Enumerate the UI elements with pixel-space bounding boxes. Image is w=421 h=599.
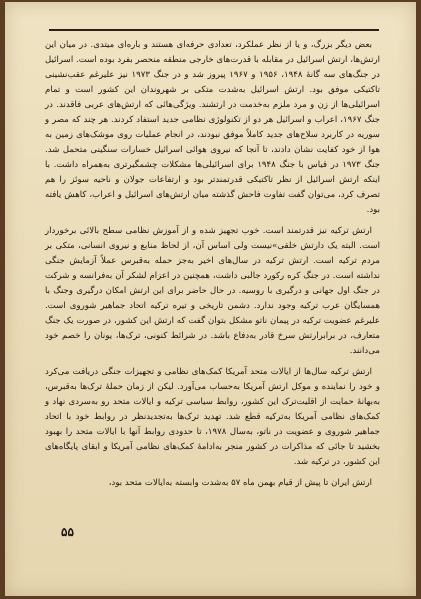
paragraph: ارتش ترکیه سال‌ها از ایالات متحد آمریکا کمک‌های نظامی و تجهیزات جنگی دریافت می‌کرد و خود را نماینده و موکل ارتش آمریکا به‌حساب می‌آورد. لیکن از زمان حملهٔ ترک‌ها به‌قبرس، به‌بهانهٔ حمایت از اقلیت‌ترک این کشور، روابط سیاسی ترکیه و ایالات متحد رو به‌سردی نهاد و کمک‌های نظامی آمریکا به‌ترکیه قطع شد. تهدید ترک‌ها به‌تجدید‌نظر در روابط خود با اتحاد جماهیر شوروی و عضویت در ناتو، به‌سال ۱۹۷۸، تا حدودی روابط آنها با ایالات متحد را بهبود بخشید تا جائی که مذاکرات در کشور منجر به‌ادامهٔ کمک‌های نظامی آمریکا و ابقای پایگاه‌های این کشور، در ترکیه شد. [45,367,380,467]
article-body [45,38,380,497]
paragraph: ارتش ترکیه نیز قدرتمند است. خوب تجهیز شده و از آموزش نظامی سطح بالائی برخوردار است. البته یک دارتش خلقی»نیست ولی اساس آن، از لحاظ منابع و نیروی انسانی، متکی بر مردم ترکیه است. ارتش ترکیه در سال‌های اخیر به‌جز حمله به‌قبرس عملاً آزمایش جنگی نداشته است. در جنگ کره رکورد جالبی داشت، همچنین در اعزام لشکر آن به‌فرانسه و شرکت در جنگ اول جهانی و درگیری با روسیه. در حال حاضر برای این ارتش امکان درگیری وجنگ با همسایگان عرب ترکیه وجود ندارد. دشمن تاریخی و تیره ترکیه اتحاد جماهیر شوروی است. علیرغم عضویت ترکیه در پیمان ناتو مشکل بتوان گفت که ارتش این کشور، در صورت یک جنگ متعارف، در برابرارتش سرخ قادر به‌دفاع باشد. در شرائط کنونی، ترک‌ها، یونان را خصم خود می‌دانند. [45,226,380,356]
document-page [5,2,416,596]
header-rule [49,29,379,31]
paragraph: بعض دیگر بزرگ، و یا از نظر عملکرد، تعدادی حرفه‌ای هستند و‌ باره‌ای میتدی. در میان این ارتش‌ها، ارتش اسرائیل در مقابله با قدرت‌های خارجی منطقه منحصر بفرد بوده است. اسرائیل در جنگ‌های سه گانهٔ ۱۹۴۸، ۱۹۵۶ و ۱۹۶۷ پیروز شد و در جنگ ۱۹۷۳ نیز علیرغم عقب‌نشینی تاکتیکی موفق بود. ارتش اسرائیل به‌شدت متکی بر شهروندان این کشور است و تمام اسرائیلی‌ها از زن و مرد ملزم به‌خدمت در ارتشند. ویژگی‌هائی که ارتش‌های عربی فاقدند. در جنگ ۱۹۶۷، اعراب و اسرائیل هر دو از تکنولوژی نظامی جدید استفاد کردند. هر چند که مصر و سوریه در کاربرد سلاح‌های جدید کاملاً موفق نبودند، در انجام عملیات روی موشک‌های زمین به هوا از خود کفایت نشان دادند، تا آنجا که نیروی هوائی اسرائیل خسارات سنگینی متحمل شد. جنگ ۱۹۷۳ در قیاس با جنگ ۱۹۴۸ برای اسرائیلی‌ها مشکلات چشمگیرتری به‌همراه داشت. با اینکه ارتش اسرائیل از نظر تاکتیکی قدرتمندتر بود و ارتفاعات جولان و ناحیه سوئز را هم تصرف کرد، می‌توان گفت تفاوت فاحش گذشته میان ارتش‌های اسرائیل و اعراب، کاهش یافته بود. [45,40,380,215]
page-number: ۵۵ [61,525,74,539]
paragraph: ارتش ایران تا پیش از قیام بهمن ماه ۵۷ به‌شدت وابسته به‌ایالات متحد بود، [108,478,372,488]
